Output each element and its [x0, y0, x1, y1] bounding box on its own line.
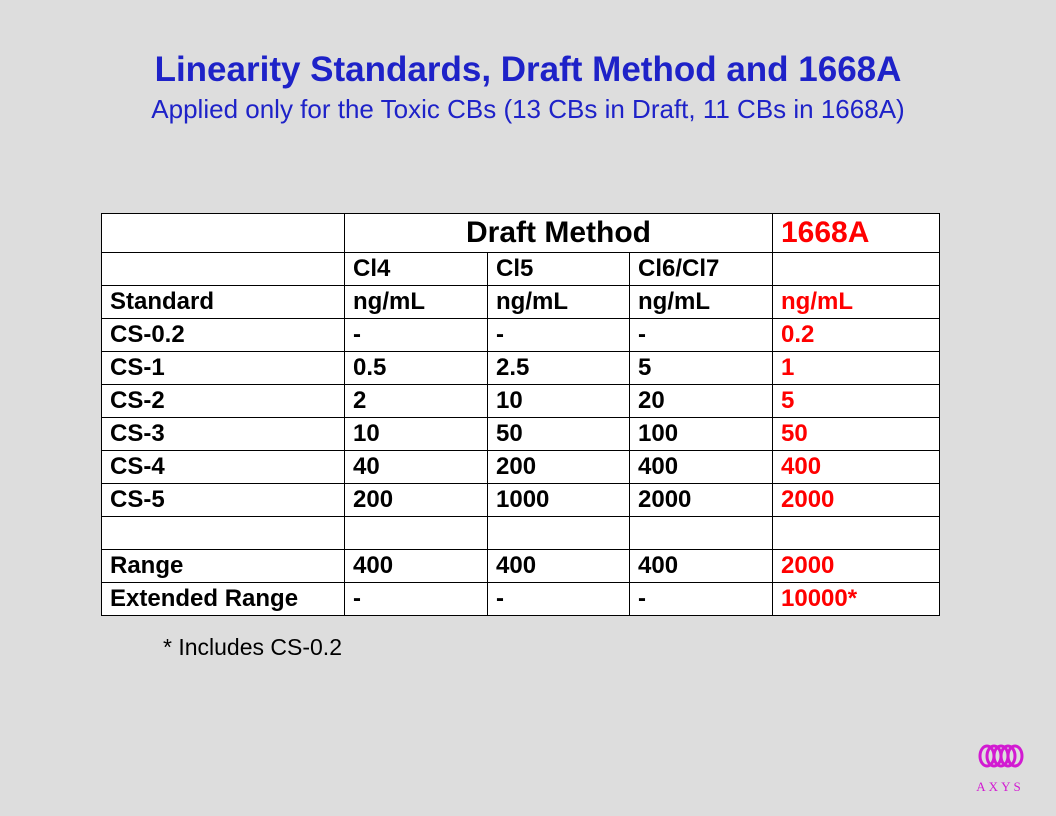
cell-draft-method: 200 — [488, 451, 630, 484]
cell-draft-method: ng/mL — [345, 286, 488, 319]
cell-draft-method: - — [488, 319, 630, 352]
cell-1668a: 2000 — [773, 550, 940, 583]
table-row — [102, 418, 940, 451]
table-header-row — [102, 214, 940, 253]
cell-1668a: 50 — [773, 418, 940, 451]
table-row — [102, 484, 940, 517]
row-label-cell: CS-0.2 — [102, 319, 345, 352]
row-label-cell: CS-2 — [102, 385, 345, 418]
cell-draft-method: 100 — [630, 418, 773, 451]
cell-1668a: 0.2 — [773, 319, 940, 352]
table-row — [102, 517, 940, 550]
cell-draft-method: 50 — [488, 418, 630, 451]
cell-1668a: 1 — [773, 352, 940, 385]
cell-draft-method: 400 — [630, 451, 773, 484]
row-label-cell: CS-5 — [102, 484, 345, 517]
cell-1668a: ng/mL — [773, 286, 940, 319]
header-draft-method: Draft Method — [345, 214, 773, 253]
subheader-empty-cell — [102, 253, 345, 286]
table-row — [102, 550, 940, 583]
row-label-cell: CS-1 — [102, 352, 345, 385]
cell-1668a: 400 — [773, 451, 940, 484]
cell-draft-method: 400 — [488, 550, 630, 583]
cell-draft-method: 400 — [630, 550, 773, 583]
table-row — [102, 286, 940, 319]
header-empty-cell — [102, 214, 345, 253]
footnote: * Includes CS-0.2 — [163, 634, 342, 660]
slide-subtitle: Applied only for the Toxic CBs (13 CBs in Draft, 11 CBs in 1668A) — [151, 94, 905, 124]
cell-draft-method: 20 — [630, 385, 773, 418]
cell-1668a: 2000 — [773, 484, 940, 517]
cell-draft-method: - — [345, 583, 488, 616]
table-row — [102, 583, 940, 616]
cell-draft-method: ng/mL — [630, 286, 773, 319]
cell-draft-method: 0.5 — [345, 352, 488, 385]
cell-draft-method: ng/mL — [488, 286, 630, 319]
cell-draft-method: 10 — [488, 385, 630, 418]
cell-draft-method: 40 — [345, 451, 488, 484]
cell-draft-method: 2 — [345, 385, 488, 418]
cell-draft-method — [488, 517, 630, 550]
subheader-cl5: Cl5 — [488, 253, 630, 286]
logo-text: AXYS — [976, 779, 1024, 794]
linearity-standards-table — [101, 213, 940, 616]
subheader-cl4: Cl4 — [345, 253, 488, 286]
table-subheader-row — [102, 253, 940, 286]
cell-draft-method: 10 — [345, 418, 488, 451]
cell-draft-method: - — [630, 583, 773, 616]
row-label-cell — [102, 517, 345, 550]
cell-draft-method: 5 — [630, 352, 773, 385]
cell-draft-method: - — [345, 319, 488, 352]
cell-1668a: 10000* — [773, 583, 940, 616]
table-row — [102, 319, 940, 352]
table-body — [102, 286, 940, 616]
cell-draft-method: 2.5 — [488, 352, 630, 385]
cell-draft-method: 400 — [345, 550, 488, 583]
header-1668a: 1668A — [773, 214, 940, 253]
cell-draft-method: - — [630, 319, 773, 352]
subheader-cl6-cl7: Cl6/Cl7 — [630, 253, 773, 286]
row-label-cell: CS-3 — [102, 418, 345, 451]
cell-draft-method: 200 — [345, 484, 488, 517]
table-row — [102, 385, 940, 418]
table-row — [102, 352, 940, 385]
cell-draft-method — [345, 517, 488, 550]
cell-1668a: 5 — [773, 385, 940, 418]
slide-title: Linearity Standards, Draft Method and 1668A — [154, 50, 902, 89]
cell-draft-method — [630, 517, 773, 550]
cell-draft-method: - — [488, 583, 630, 616]
row-label-cell: CS-4 — [102, 451, 345, 484]
table-row — [102, 451, 940, 484]
row-label-cell: Extended Range — [102, 583, 345, 616]
subheader-1668a — [773, 253, 940, 286]
cell-draft-method: 1000 — [488, 484, 630, 517]
cell-1668a — [773, 517, 940, 550]
row-label-cell: Standard — [102, 286, 345, 319]
cell-draft-method: 2000 — [630, 484, 773, 517]
row-label-cell: Range — [102, 550, 345, 583]
